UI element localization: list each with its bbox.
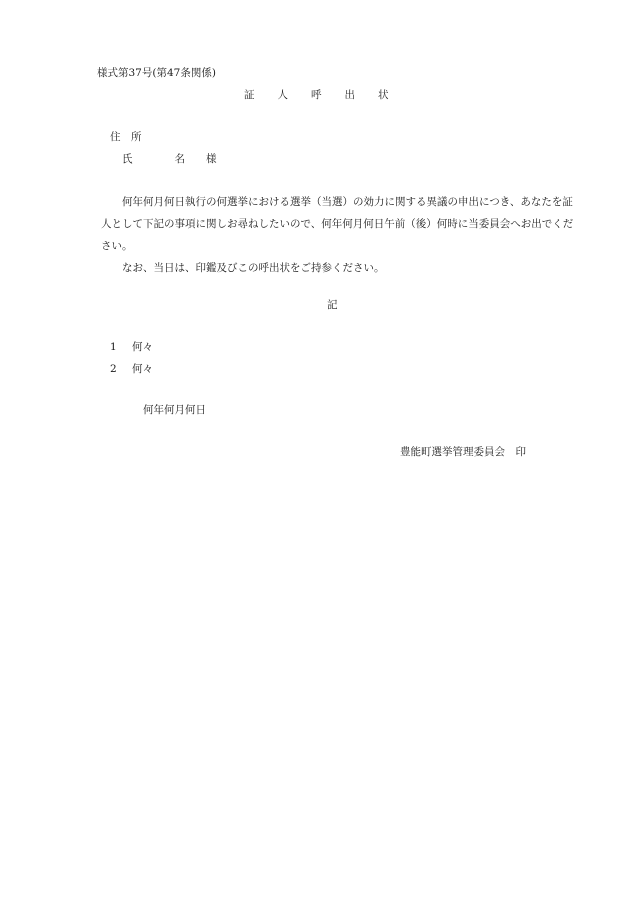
list-item: [110, 363, 153, 376]
body-paragraph: 何年何月何日執行の何選挙における選挙（当選）の効力に関する異議の申出につき、あなたを証人として下記の事項に関しお尋ねしたいので、何年何月何日午前（後）何時に当委員会へお出でください。: [101, 196, 574, 252]
body-text: [101, 191, 581, 279]
body-paragraph: なお、当日は、印鑑及びこの呼出状をご持参ください。: [122, 262, 385, 274]
item-number: 1: [110, 341, 117, 353]
address-label: 住 所: [110, 131, 142, 143]
title-char: 出: [344, 89, 355, 101]
ki-heading: 記: [327, 299, 338, 311]
item-number: 2: [110, 363, 117, 375]
item-text: 何々: [132, 341, 153, 353]
title-char: 人: [277, 89, 288, 101]
title-char: 状: [378, 89, 389, 101]
issuer-line: 豊能町選挙管理委員会 印: [400, 446, 526, 458]
document-title: [244, 89, 389, 102]
list-item: [110, 341, 153, 354]
item-text: 何々: [132, 363, 153, 375]
title-char: 証: [244, 89, 255, 101]
form-number: 様式第37号(第47条関係): [97, 67, 216, 79]
title-char: 呼: [311, 89, 322, 101]
date-line: 何年何月何日: [143, 404, 206, 416]
name-label: 氏 名 様: [122, 153, 217, 165]
